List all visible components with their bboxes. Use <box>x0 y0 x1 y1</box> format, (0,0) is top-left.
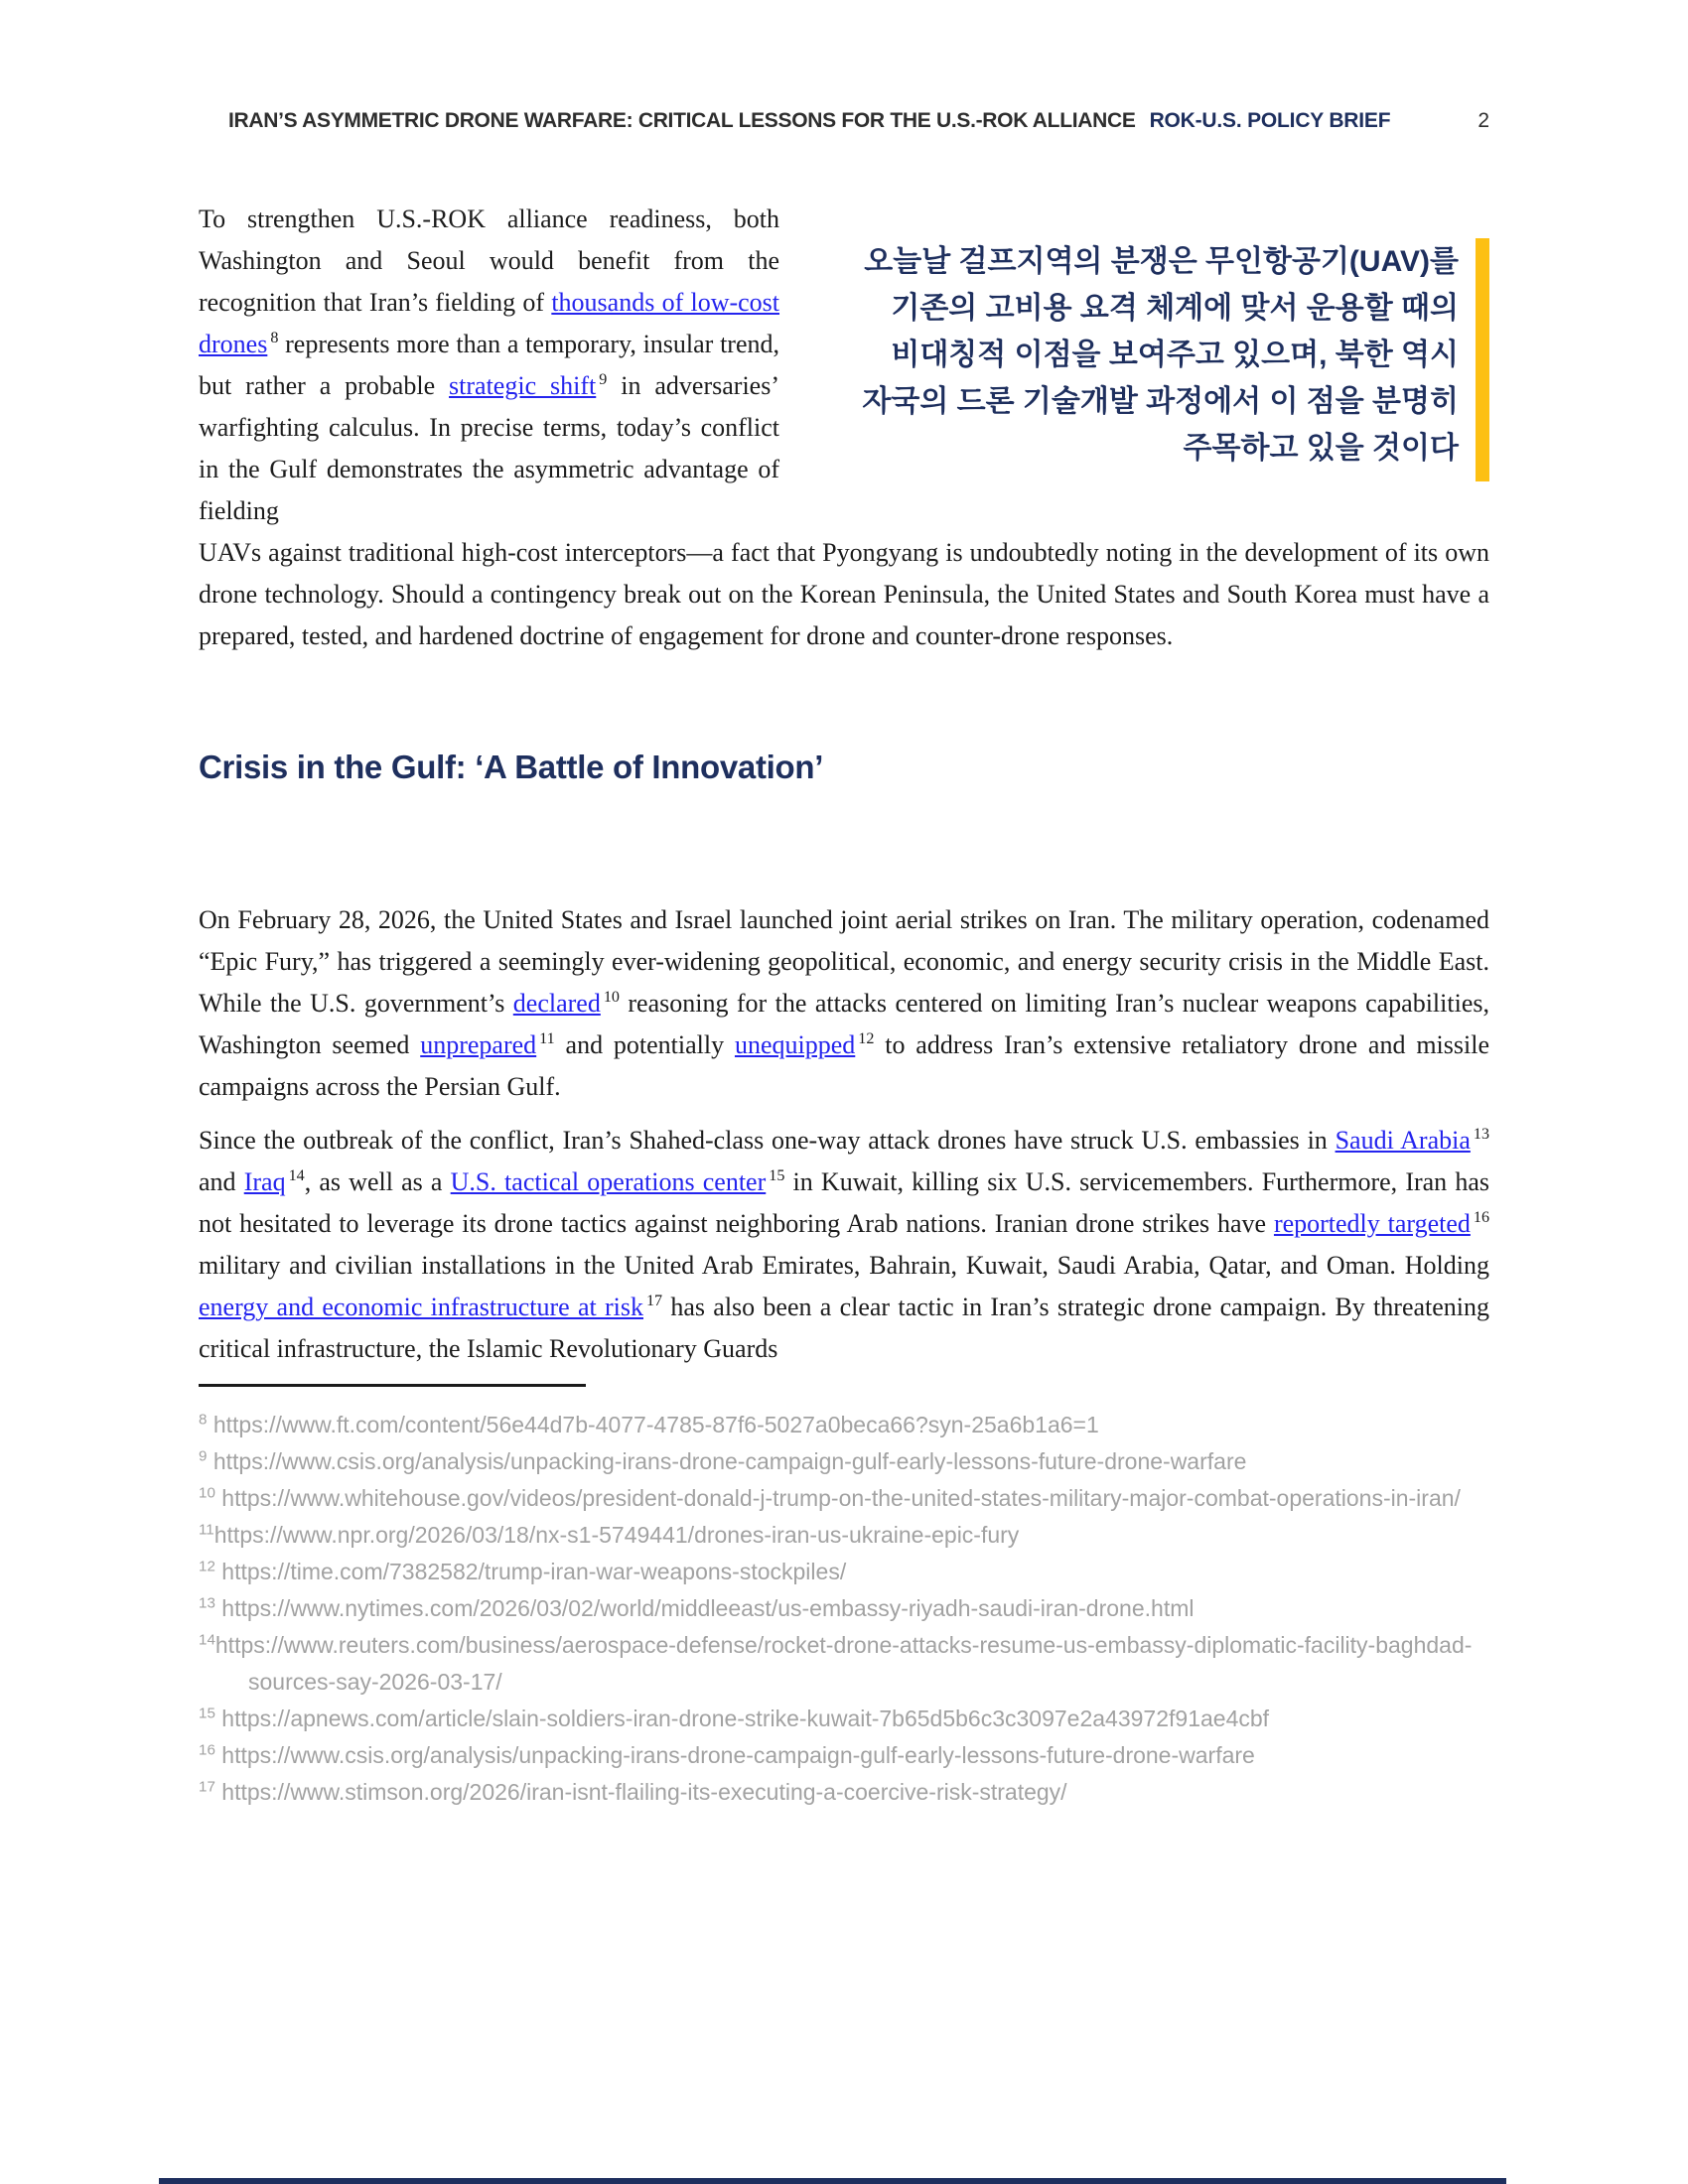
section-paragraph-1 <box>199 899 1489 1108</box>
footnote-url: https://www.csis.org/analysis/unpacking-irans-drone-campaign-gulf-early-lessons-future-drone-warfare <box>214 1742 1255 1768</box>
text-run: Since the outbreak of the conflict, Iran’s Shahed-class one-way attack drones have struck U.S. embassies in <box>199 1126 1336 1155</box>
text-run: in adversaries’ warfighting calculus. In precise terms, today’s conflict in the Gulf demonstrates the asymmetric advantage of fielding <box>199 371 779 525</box>
footnote-number: 14 <box>199 1631 215 1649</box>
footnote-item <box>199 1517 1489 1554</box>
text-link[interactable]: U.S. tactical operations center <box>450 1167 767 1196</box>
footnote-ref: 9 <box>599 371 608 389</box>
footnote-separator <box>199 1384 586 1387</box>
footnote-item <box>199 1407 1489 1443</box>
intro-paragraph-part2: UAVs against traditional high-cost interceptors—a fact that Pyongyang is undoubtedly noting in the development of its own drone technology. Should a contingency break out on the Korean Peninsula, the United States and South Korea must have a prepared, tested, and hardened doctrine of engagement for drone and counter-drone responses. <box>199 538 1489 650</box>
footer-accent-bar <box>159 2178 1506 2184</box>
footnote-item <box>199 1590 1489 1627</box>
text-run: and potentially <box>554 1030 735 1059</box>
footnote-ref: 13 <box>1473 1126 1489 1144</box>
page-content <box>199 199 1489 1811</box>
text-run: military and civilian installations in the United Arab Emirates, Bahrain, Kuwait, Saudi Arabia, Qatar, and Oman. Holding <box>199 1251 1489 1280</box>
footnote-url: https://www.csis.org/analysis/unpacking-irans-drone-campaign-gulf-early-lessons-future-drone-warfare <box>207 1448 1247 1474</box>
text-run: and <box>199 1167 244 1196</box>
footnote-item <box>199 1443 1489 1480</box>
pull-quote-line: 자국의 드론 기술개발 과정에서 이 점을 분명히 <box>862 385 1459 418</box>
footnote-url: https://www.nytimes.com/2026/03/02/world/middleeast/us-embassy-riyadh-saudi-iran-drone.html <box>214 1595 1195 1621</box>
pull-quote-line: 주목하고 있을 것이다 <box>1183 432 1459 465</box>
pull-quote-line: 오늘날 걸프지역의 분쟁은 무인항공기(UAV)를 <box>864 245 1459 278</box>
footnote-url: https://www.stimson.org/2026/iran-isnt-flailing-its-executing-a-coercive-risk-strategy/ <box>214 1779 1067 1805</box>
footnote-item <box>199 1554 1489 1590</box>
pull-quote-line: 기존의 고비용 요격 체계에 맞서 운용할 때의 <box>891 292 1459 325</box>
footnote-item <box>199 1480 1489 1517</box>
text-run: represents more than a temporary, insular trend, but rather a probable <box>199 330 779 400</box>
footnote-number: 8 <box>199 1411 208 1429</box>
footnote-number: 12 <box>199 1558 215 1575</box>
footnote-number: 13 <box>199 1594 215 1612</box>
text-run: To strengthen U.S.-ROK alliance readiness, both Washington and Seoul would benefit from the recognition that Iran’s fielding of <box>199 205 779 317</box>
page-number: 2 <box>1477 109 1489 132</box>
footnote-ref: 14 <box>288 1167 305 1185</box>
intro-paragraph-part1 <box>199 199 779 532</box>
footnote-url: https://www.reuters.com/business/aerospace-defense/rocket-drone-attacks-resume-us-embassy-diplomatic-facility-baghdad-sources-say-2026-03-17/ <box>214 1632 1473 1695</box>
footnote-item <box>199 1737 1489 1774</box>
text-link[interactable]: unequipped <box>734 1030 856 1059</box>
header-title: IRAN’S ASYMMETRIC DRONE WARFARE: CRITICAL LESSONS FOR THE U.S.-ROK ALLIANCE <box>228 109 1136 132</box>
footnote-ref: 10 <box>603 989 620 1007</box>
text-link[interactable]: Saudi Arabia <box>1335 1126 1471 1155</box>
footnote-ref: 16 <box>1473 1209 1489 1227</box>
section-paragraph-2 <box>199 1120 1489 1370</box>
text-link[interactable]: Iraq <box>243 1167 286 1196</box>
footnote-number: 15 <box>199 1705 215 1722</box>
intro-section <box>199 199 1489 532</box>
footnote-url: https://www.whitehouse.gov/videos/president-donald-j-trump-on-the-united-states-military-major-combat-operations-in-iran/ <box>214 1485 1461 1511</box>
text-run: in Kuwait, killing six U.S. servicemembers. Furthermore, Iran has not hesitated to leverage its drone tactics against neighboring Arab nations. Iranian drone strikes have <box>199 1167 1490 1238</box>
footnote-ref: 15 <box>769 1167 785 1185</box>
text-link[interactable]: thousands of low-cost drones <box>199 288 780 358</box>
section-heading: Crisis in the Gulf: ‘A Battle of Innovation’ <box>199 749 824 785</box>
pull-quote-line: 비대칭적 이점을 보여주고 있으며, 북한 역시 <box>891 339 1459 371</box>
text-run: , as well as a <box>304 1167 451 1196</box>
pull-quote-accent-bar <box>1476 238 1489 481</box>
text-link[interactable]: unprepared <box>420 1030 537 1059</box>
footnote-number: 9 <box>199 1447 208 1465</box>
footnote-item <box>199 1774 1489 1811</box>
footnote-url: https://www.npr.org/2026/03/18/nx-s1-5749441/drones-iran-us-ukraine-epic-fury <box>213 1522 1020 1548</box>
footnote-url: https://www.ft.com/content/56e44d7b-4077-4785-87f6-5027a0beca66?syn-25a6b1a6=1 <box>207 1412 1099 1437</box>
text-run: to address Iran’s extensive retaliatory drone and missile campaigns across the Persian Gulf. <box>199 1030 1489 1101</box>
footnote-url: https://apnews.com/article/slain-soldiers-iran-drone-strike-kuwait-7b65d5b6c3c3097e2a43972f91ae4cbf <box>214 1706 1270 1731</box>
text-link[interactable]: reportedly targeted <box>1273 1209 1471 1238</box>
pull-quote-text <box>803 238 1459 481</box>
footnote-ref: 8 <box>270 330 279 347</box>
text-link[interactable]: declared <box>512 989 601 1018</box>
footnotes-list <box>199 1407 1489 1811</box>
text-link[interactable]: strategic shift <box>449 371 597 400</box>
text-run: reasoning for the attacks centered on limiting Iran’s nuclear weapons capabilities, Washington seemed <box>199 989 1489 1059</box>
page-header <box>199 109 1489 133</box>
footnote-url: https://time.com/7382582/trump-iran-war-weapons-stockpiles/ <box>214 1559 847 1584</box>
footnote-number: 10 <box>199 1484 215 1502</box>
footnote-item <box>199 1701 1489 1737</box>
footnote-ref: 12 <box>858 1030 875 1048</box>
footnote-item <box>199 1627 1489 1701</box>
footnote-number: 17 <box>199 1778 215 1796</box>
column-gap <box>779 199 803 532</box>
footnote-ref: 17 <box>646 1293 663 1310</box>
header-brand: ROK-U.S. POLICY BRIEF <box>1149 109 1391 132</box>
text-run: has also been a clear tactic in Iran’s strategic drone campaign. By threatening critical infrastructure, the Islamic Revolutionary Guards <box>199 1293 1490 1363</box>
footnote-number: 16 <box>199 1741 215 1759</box>
pull-quote <box>803 238 1489 481</box>
footnote-ref: 11 <box>539 1030 555 1048</box>
text-link[interactable]: energy and economic infrastructure at risk <box>199 1293 643 1321</box>
footnote-number: 11 <box>199 1521 214 1539</box>
text-run: On February 28, 2026, the United States and Israel launched joint aerial strikes on Iran. The military operation, codenamed “Epic Fury,” has triggered a seemingly ever-widening geopolitical, economic, and energy security crisis in the Middle East. While the U.S. government’s <box>199 905 1489 1018</box>
